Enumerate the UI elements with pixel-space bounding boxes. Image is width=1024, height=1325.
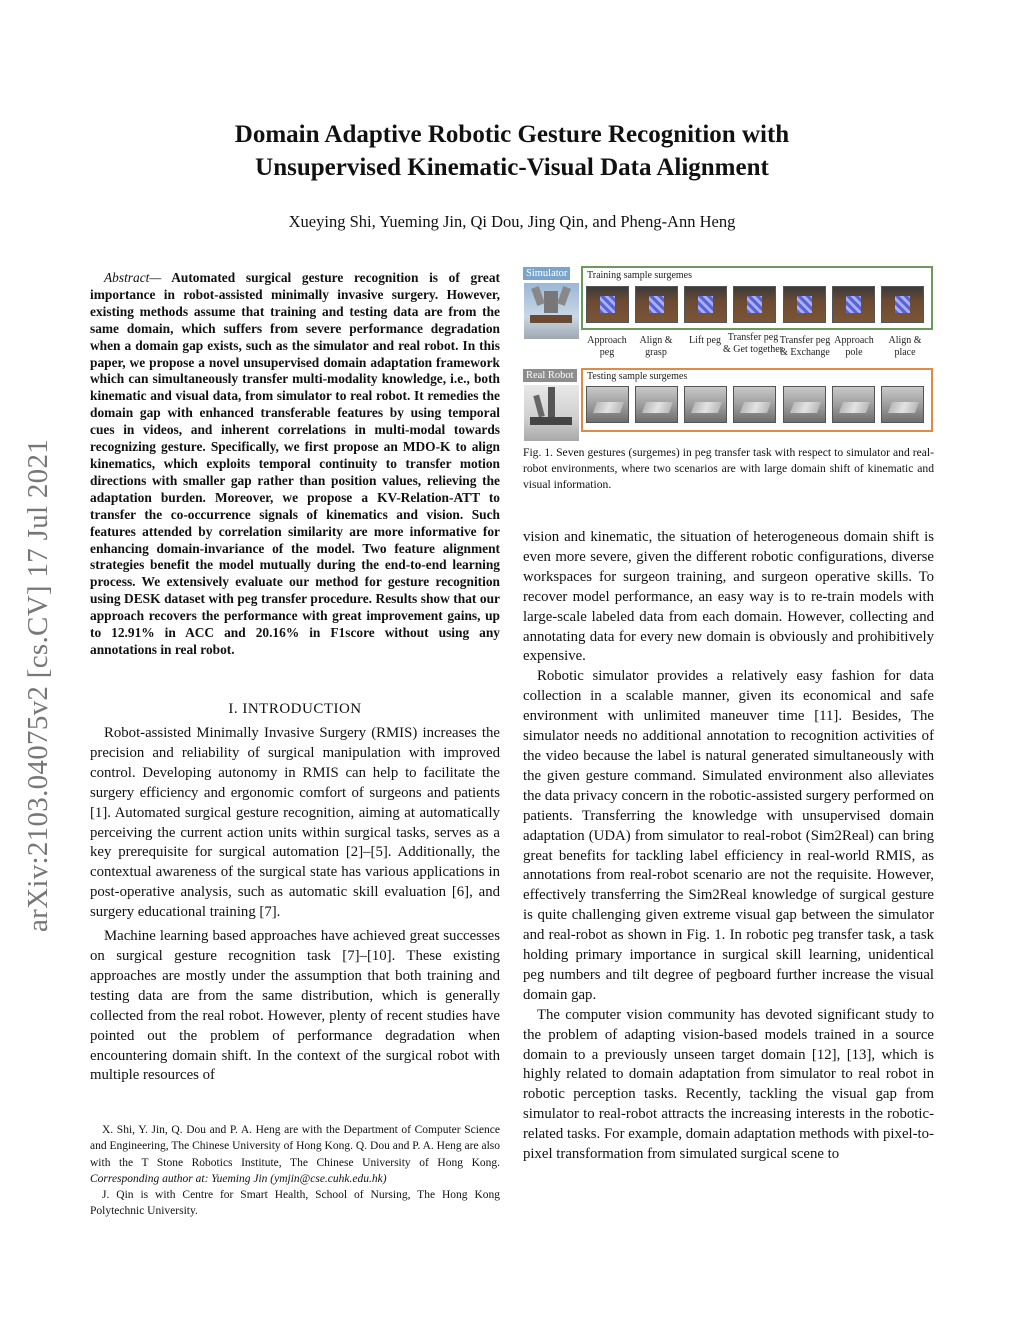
sim-thumb: [684, 286, 727, 323]
real-thumb: [832, 386, 875, 423]
section-heading: I. INTRODUCTION: [228, 701, 362, 717]
sim-thumb: [635, 286, 678, 323]
testing-title: Testing sample surgemes: [587, 371, 688, 382]
footnote-qin: J. Qin is with Centre for Smart Health, School of Nursing, The Hong Kong Polytechnic University.: [90, 1189, 500, 1218]
real-thumb: [684, 386, 727, 423]
real-thumb: [733, 386, 776, 423]
paragraph: vision and kinematic, the situation of heterogeneous domain shift is even more severe, given the different robotic configurations, diverse workspaces for surgeon training, and surgeon operative skills. To recover model performance, an easy way is to re-train models with large-scale labeled data from each domain. However, collecting and annotating data for every new domain is obviously and prohibitively expensive.: [523, 529, 934, 665]
paragraph: The computer vision community has devoted significant study to the problem of adapting vision-based models trained in a source domain to a previously unseen target domain [12], [13], which is highly related to domain adaptation from simulator to real robot in robotic perception tasks. Recently, tackling the visual gap from simulator to real-robot attracts the increasing interests in the robotic-related tasks. For example, domain adaptation methods with pixel-to-pixel transformation from simulated surgical scene to: [523, 1006, 934, 1163]
gesture-label: Transfer peg & Exchange: [779, 335, 831, 358]
gesture-label: Lift peg: [689, 335, 721, 346]
abstract: [90, 270, 500, 659]
intro-left-column: [90, 724, 500, 1086]
sim-thumb: [733, 286, 776, 323]
footnotes: [90, 1122, 500, 1220]
paper-title: [0, 118, 1024, 184]
sim-thumb: [586, 286, 629, 323]
gesture-label: Approach peg: [587, 335, 627, 358]
title-line-1: Domain Adaptive Robotic Gesture Recognition with: [234, 121, 790, 148]
sim-thumb: [783, 286, 826, 323]
gesture-label: Align & grasp: [639, 335, 673, 358]
paragraph: Robotic simulator provides a relatively easy fashion for data collection in a scalable manner, given its economical and safe environment with unlimited maneuver time [11]. Besides, The simulator needs no additional annotation to recognition activities of the video because the label is natural generated simultaneously with the given gesture command. Simulated environment also alleviates the data privacy concern in the robotic-assisted surgery performed on patients. Transferring the knowledge with unsupervised domain adaptation (UDA) from simulator to real-robot (Sim2Real) can bring great benefits for tackling label efficiency in real-world RMIS, as annotations from real-robot scenario are not the requisite. However, effectively transferring the Sim2Real knowledge of surgical gesture is quite challenging given extreme visual gap between the simulator and real-robot as shown in Fig. 1. In robotic peg transfer task, a task holding primary importance in surgical skill learning, unidentical peg numbers and tilt degree of pegboard further increase the visual domain gap.: [523, 668, 934, 1003]
gesture-label: Approach pole: [834, 335, 874, 358]
simulator-tag: Simulator: [523, 267, 570, 280]
real-thumb: [881, 386, 924, 423]
sim-thumb: [881, 286, 924, 323]
abstract-text: Automated surgical gesture recognition is of great importance in robot-assisted minimally invasive surgery. However, existing methods assume that training and testing data are from the same domain, which suffers from severe performance degradation when a domain gap exists, such as the simulator and real robot. In this paper, we propose a novel unsupervised domain adaptation framework which can simultaneously transfer multi-modality knowledge, i.e., both kinematic and visual data, from simulator to real robot. It remedies the domain gap with enhanced transferable features by using temporal cues in videos, and inherent correlations in multi-modal towards recognizing gesture. Specifically, we first propose an MDO-K to align kinematics, which exploits temporal continuity to transfer motion directions with smaller gap rather than position values, relieving the adaptation burden. Moreover, we propose a KV-Relation-ATT to transfer the co-occurrence signals of kinematics and vision. Such features attended by correlation similarity are more informative for enhancing domain-invariance of the model. Two feature alignment strategies benefit the model mutually during the end-to-end learning process. We extensively evaluate our method for gesture recognition using DESK dataset with peg transfer procedure. Results show that our approach recovers the performance with great improvement gains, up to 12.91% in ACC and 20.16% in F1score without using any annotations in real robot.: [90, 270, 500, 657]
figure-1: [523, 266, 935, 444]
intro-right-column: [523, 528, 934, 1165]
real-robot-tag: Real Robot: [523, 369, 577, 382]
abstract-lead: Abstract—: [104, 270, 162, 285]
title-line-2: Unsupervised Kinematic-Visual Data Alignment: [255, 154, 769, 181]
real-thumb: [635, 386, 678, 423]
simulator-robot-image: [524, 283, 579, 339]
paragraph: Robot-assisted Minimally Invasive Surgery (RMIS) increases the precision and reliability of surgical manipulation with improved control. Developing autonomy in RMIS can help to facilitate the surgery efficiency and ergonomic comfort of surgeons and patients [1]. Automated surgical gesture recognition, aiming at automatically perceiving the current action units within surgical tasks, serves as a key prerequisite for surgical automation [2]–[5]. Additionally, the contextual awareness of the surgical state has various applications in post-operative analysis, such as automatic skill evaluation [6], and surgery educational training [7].: [90, 725, 500, 921]
paragraph: Machine learning based approaches have achieved great successes on surgical gesture recognition task [7]–[10]. These existing approaches are mostly under the assumption that both training and testing data are from the same distribution, which is generally collected from the real robot. However, plenty of recent studies have pointed out the problem of performance degradation when encountering domain shift. In the context of the surgical robot with multiple resources of: [90, 928, 500, 1084]
sim-thumb: [832, 286, 875, 323]
footnote-affiliation: X. Shi, Y. Jin, Q. Dou and P. A. Heng are with the Department of Computer Science and Engineering, The Chinese University of Hong Kong. Q. Dou and P. A. Heng are also with the T Stone Robotics Institute, The Chinese University of Hong Kong. Corresponding author at: Yueming Jin (ymjin@cse.cuhk.edu.hk): [90, 1124, 500, 1185]
real-robot-image: [524, 385, 579, 441]
footnote-corresponding: Corresponding author at: Yueming Jin (ymjin@cse.cuhk.edu.hk): [90, 1172, 387, 1185]
real-thumb: [783, 386, 826, 423]
figure-caption: Fig. 1. Seven gestures (surgemes) in peg transfer task with respect to simulator and real-robot environments, where two scenarios are with large domain shift of kinematic and visual information.: [523, 446, 934, 491]
author-list: Xueying Shi, Yueming Jin, Qi Dou, Jing Qin, and Pheng-Ann Heng: [288, 212, 736, 231]
arxiv-identifier: arXiv:2103.04075v2 [cs.CV] 17 Jul 2021: [22, 438, 54, 932]
gesture-label: Transfer peg & Get together: [723, 332, 783, 355]
real-thumb: [586, 386, 629, 423]
training-title: Training sample surgemes: [587, 270, 692, 281]
gesture-label: Align & place: [888, 335, 922, 358]
